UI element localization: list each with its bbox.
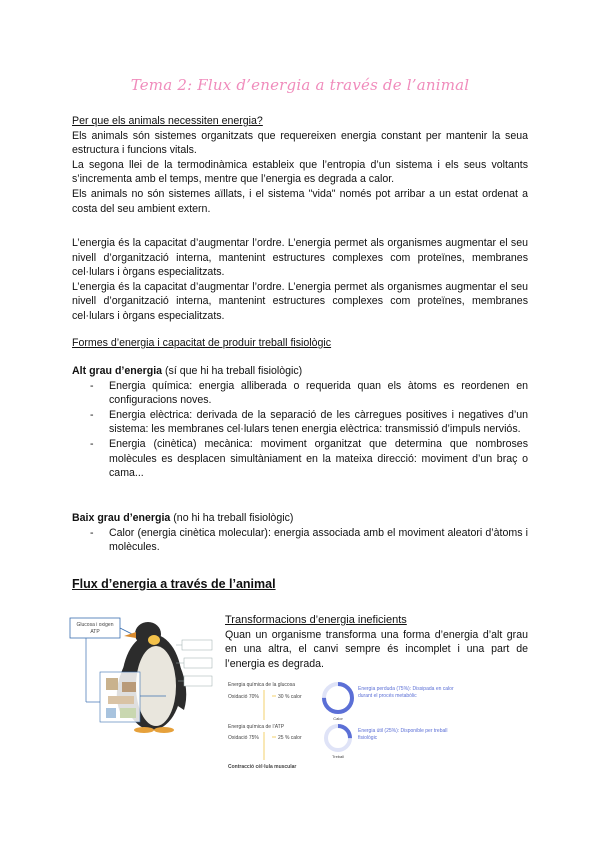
section-heading-forms [72, 336, 528, 351]
section-heading-forms-text: Formes d’energia i capacitat de produir treball fisiològic [72, 337, 332, 349]
figure-row2-value: Oxidació 75% [228, 735, 259, 741]
figure-label-box [70, 618, 120, 638]
figure-row1-result: 30 % calor [278, 694, 302, 700]
penguin-energy-figure [66, 612, 220, 738]
low-energy-label: Baix grau d’energia [72, 512, 171, 524]
list-item: - Calor (energia cinètica molecular): energia associada amb el moviment aleatori d’àtoms i molècules. [72, 526, 528, 555]
paragraph: La segona llei de la termodinàmica estableix que l’entropia d’un sistema i els seus voltants s’incrementa amb el temps, mentre que l’energia es degrada a calor. [72, 158, 528, 186]
circle2-caption: Treball [331, 754, 345, 759]
high-energy-heading [72, 364, 528, 379]
section-heading-why-energy: Per que els animals necessiten energia? [72, 115, 263, 127]
list-item: - Energia (cinètica) mecànica: moviment organitzat que determina que nombroses molècules es desplacen simultàniament en la mateixa direcció: moviment d’un braç o cama... [72, 437, 528, 481]
inefficient-transformations [225, 613, 528, 671]
paragraph: Quan un organisme transforma una forma d’energia d’alt grau en una altra, el canvi sempre és incomplet i una part de l’energia es degrada. [225, 628, 528, 670]
figure-label-text: ATP [90, 629, 100, 635]
circle2-text: Energia útil (25%): Disponible per treball [358, 728, 448, 734]
paragraph: Els animals no són sistemes aïllats, i el sistema "vida" només pot arribar a un estat ordenat a costa del seu ambient extern. [72, 187, 528, 215]
paragraph: L’energia és la capacitat d’augmentar l’ordre. L’energia permet als organismes augmentar el seu nivell d’organització interna, mantenint estructures complexes com proteïnes, membranes cel·lulars i òrgans especialitzats. [72, 237, 528, 279]
low-energy-list [72, 526, 528, 555]
energy-efficiency-figure [222, 676, 528, 770]
low-energy-block [72, 511, 528, 555]
circle1-caption: Calor [333, 716, 343, 721]
high-energy-note: (sí que hi ha treball fisiològic) [162, 365, 303, 377]
paragraph: Els animals són sistemes organitzats que requereixen energia constant per mantenir la seua estructura i funcions vitals. [72, 129, 528, 157]
figure-row1-value: Oxidació 70% [228, 694, 259, 700]
section-why-energy [72, 114, 528, 216]
high-energy-block [72, 364, 528, 481]
figure-row2-result: 25 % calor [278, 735, 302, 741]
paragraph: L’energia és la capacitat d’augmentar l’ordre. L’energia permet als organismes augmentar el seu nivell d’organització interna, mantenint estructures complexes com proteïnes, membranes cel·lulars i òrgans especialitzats. [72, 280, 528, 322]
section-heading-energy-flow: Flux d’energia a través de l’animal [72, 577, 276, 591]
section-order [72, 236, 528, 324]
figure-label-text: Glucosa i oxigen [76, 622, 114, 628]
figure-footer: Contracció cèl·lula muscular [228, 764, 297, 770]
high-energy-label: Alt grau d’energia [72, 365, 163, 377]
circle1-text: Energia perduda (75%): Dissipada en calor [358, 686, 454, 692]
page-title: Tema 2: Flux d’energia a través de l’animal [130, 76, 470, 94]
low-energy-heading [72, 511, 528, 526]
sub-heading-inefficient: Transformacions d’energia ineficients [225, 614, 407, 626]
high-energy-list [72, 379, 528, 481]
figure-row1-title: Energia química de la glucosa [228, 682, 295, 688]
circle1-text: durant el procés metabòlic [358, 693, 417, 699]
figure-row2-title: Energia química de l’ATP [228, 724, 285, 730]
circle2-text: fisiològic [358, 735, 378, 741]
list-item: - Energia química: energia alliberada o requerida quan els àtoms es reordenen en configuracions noves. [72, 379, 528, 408]
list-item: - Energia elèctrica: derivada de la separació de les càrregues positives i negatives d’un sistema: les membranes cel·lulars tenen energia elèctrica: transmissió d’impuls nerviós. [72, 408, 528, 437]
low-energy-note: (no hi ha treball fisiològic) [170, 512, 294, 524]
